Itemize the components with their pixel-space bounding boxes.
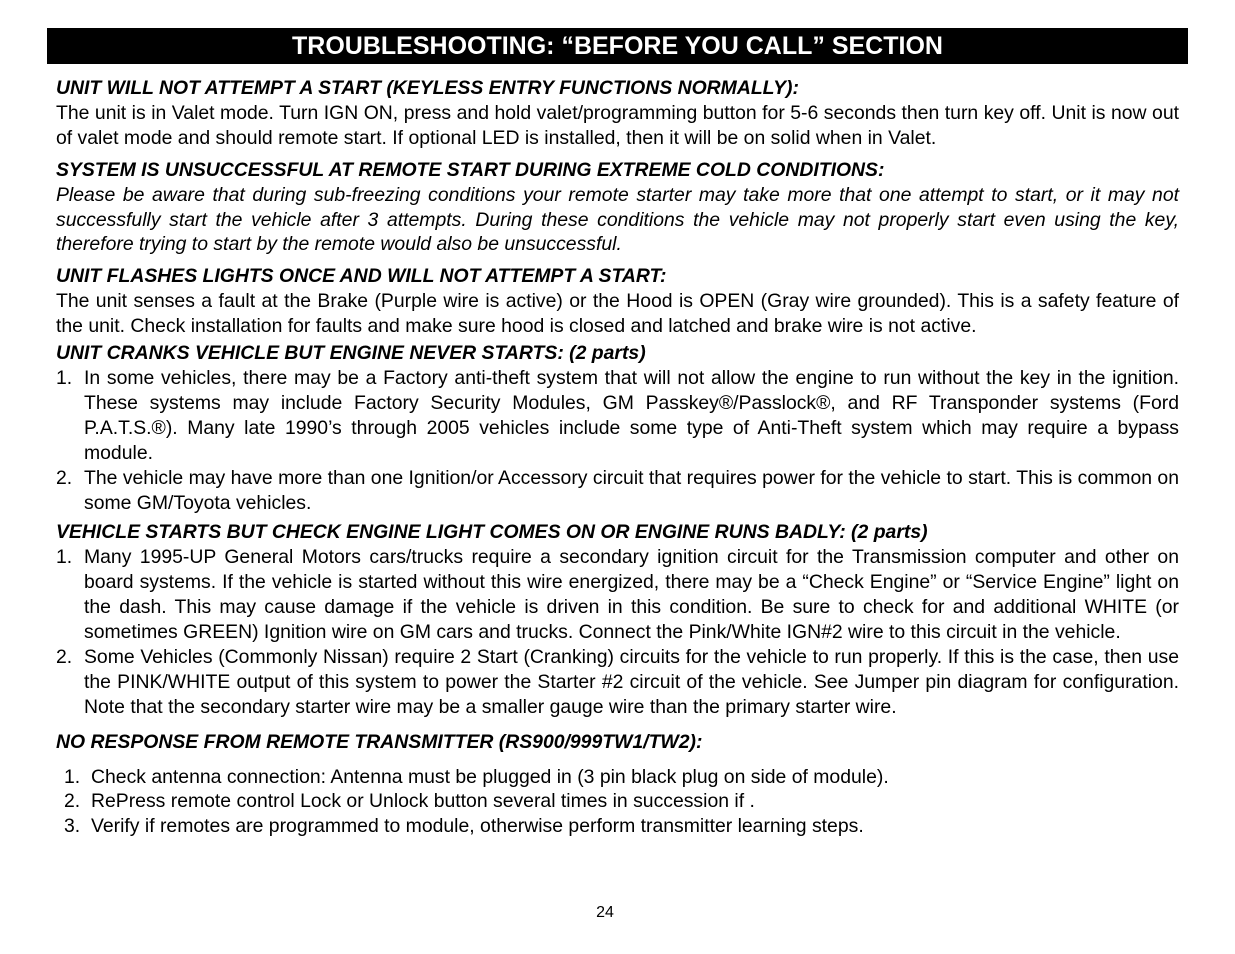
list-item — [64, 814, 1179, 839]
list-item — [56, 466, 1179, 516]
list-item-text: Verify if remotes are programmed to module, otherwise perform transmitter learning steps. — [91, 815, 864, 838]
numbered-list — [56, 545, 1179, 719]
section-heading: SYSTEM IS UNSUCCESSFUL AT REMOTE START DURING EXTREME COLD CONDITIONS: — [56, 158, 885, 181]
list-item-text: Check antenna connection: Antenna must be plugged in (3 pin black plug on side of module). — [91, 765, 889, 788]
section-heading: UNIT FLASHES LIGHTS ONCE AND WILL NOT ATTEMPT A START: — [56, 265, 667, 288]
list-item-text: RePress remote control Lock or Unlock button several times in succession if . — [91, 790, 755, 813]
section-heading: NO RESPONSE FROM REMOTE TRANSMITTER (RS900/999TW1/TW2): — [56, 730, 703, 753]
section-cranks-no-start — [56, 341, 1179, 515]
section-body: The unit senses a fault at the Brake (Purple wire is active) or the Hood is OPEN (Gray wire grounded). This is a safety feature of the unit. Check installation for faults and make sure hood is closed and latched and brake wire is not active. — [56, 290, 1179, 338]
section-no-remote-response — [56, 730, 1179, 840]
section-body: The unit is in Valet mode. Turn IGN ON, press and hold valet/programming button for 5-6 seconds then turn key off. Unit is now out of valet mode and should remote start. If optional LED is installed, then it will be on solid when in Valet. — [56, 101, 1179, 149]
list-number: 1. — [64, 765, 81, 788]
list-item — [64, 789, 1179, 814]
list-number: 2. — [64, 790, 81, 813]
list-number: 1. — [56, 546, 73, 569]
list-number: 2. — [56, 645, 73, 668]
section-heading: UNIT WILL NOT ATTEMPT A START (KEYLESS ENTRY FUNCTIONS NORMALLY): — [56, 77, 799, 99]
list-item — [56, 645, 1179, 720]
troubleshooting-content — [56, 76, 1179, 839]
section-body: Please be aware that during sub-freezing conditions your remote starter may take more that one attempt to start, or it may not successfully start the vehicle after 3 attempts. During these conditions the vehicle may not properly start even using the key, therefore trying to start by the remote would also be unsuccessful. — [56, 183, 1179, 256]
list-item — [56, 545, 1179, 645]
page-title: TROUBLESHOOTING: “BEFORE YOU CALL” SECTION — [47, 28, 1188, 64]
list-item-text: The vehicle may have more than one Ignition/or Accessory circuit that requires power for the vehicle to start. This is common on some GM/Toyota vehicles. — [84, 466, 1179, 514]
section-flashes-lights — [56, 264, 1179, 339]
list-item-text: Many 1995-UP General Motors cars/trucks require a secondary ignition circuit for the Transmission computer and other on board systems. If the vehicle is started without this wire energized, there may be a “Check Engine” or “Service Engine” light on the dash. This may cause damage if the vehicle is driven in this condition. Be sure to check for and additional WHITE (or sometimes GREEN) Ignition wire on GM cars and trucks. Connect the Pink/White IGN#2 wire to this circuit in the vehicle. — [84, 546, 1179, 644]
list-item-text: Some Vehicles (Commonly Nissan) require 2 Start (Cranking) circuits for the vehicle to run properly. If this is the case, then use the PINK/WHITE output of this system to power the Starter #2 circuit of the vehicle. See Jumper pin diagram for configuration. Note that the secondary starter wire may be a smaller gauge wire than the primary starter wire. — [84, 645, 1179, 718]
list-item — [56, 366, 1179, 466]
section-heading: VEHICLE STARTS BUT CHECK ENGINE LIGHT COMES ON OR ENGINE RUNS BADLY: (2 parts) — [56, 521, 928, 544]
numbered-list — [64, 765, 1179, 840]
section-no-start — [56, 76, 1179, 151]
list-number: 1. — [56, 366, 73, 389]
list-item — [64, 765, 1179, 790]
section-heading: UNIT CRANKS VEHICLE BUT ENGINE NEVER STARTS: (2 parts) — [56, 342, 646, 365]
section-check-engine — [56, 520, 1179, 719]
numbered-list — [56, 366, 1179, 515]
section-cold-conditions — [56, 158, 1179, 258]
list-number: 3. — [64, 815, 81, 838]
list-number: 2. — [56, 466, 73, 489]
page-number: 24 — [596, 904, 614, 921]
list-item-text: In some vehicles, there may be a Factory anti-theft system that will not allow the engine to run without the key in the ignition. These systems may include Factory Security Modules, GM Passkey®/Passlock®, and RF Transponder systems (Ford P.A.T.S.®). Many late 1990’s through 2005 vehicles include some type of Anti-Theft system which may require a bypass module. — [84, 366, 1179, 464]
